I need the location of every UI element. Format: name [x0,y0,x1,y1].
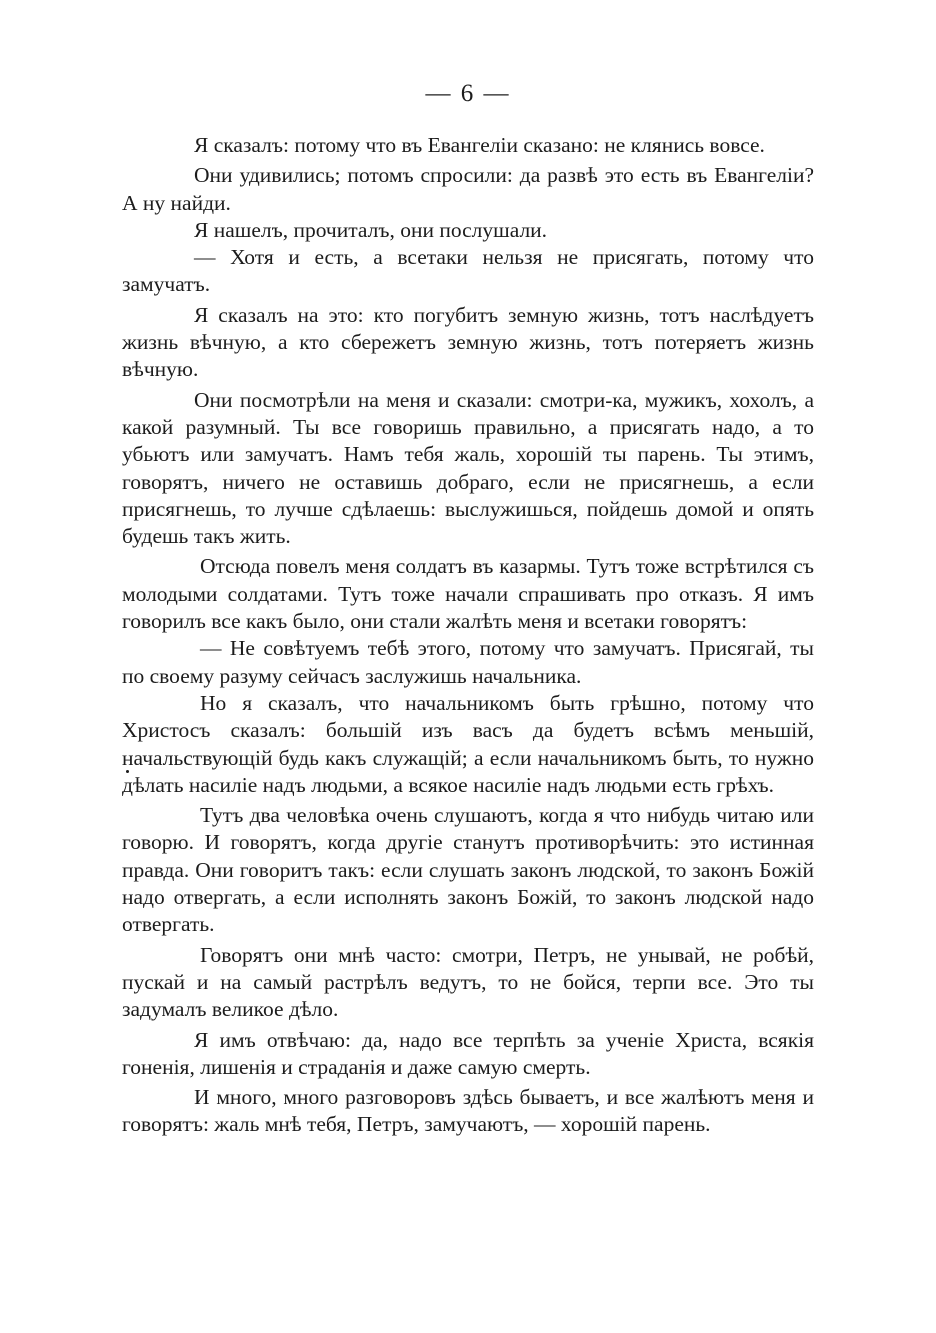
paragraph: Говорятъ они мнѣ часто: смотри, Петръ, не унывай, не робѣй, пускай и на самый растрѣлъ ведутъ, то не бойся, терпи все. Это ты задумалъ великое дѣло. [122,942,814,1022]
paragraph: — Не совѣтуемъ тебѣ этого, потому что замучатъ. Присягай, ты по своему разуму сейчасъ заслужишь начальника. [122,636,814,688]
paragraph: Они удивились; потомъ спросили: да развѣ это есть въ Евангеліи? А ну найди. [122,163,814,215]
paragraph: Тутъ два человѣка очень слушаютъ, когда я что нибудь читаю или говорю. И говорятъ, когда другіе станутъ противорѣчить: это истинная правда. Они говоритъ такъ: если слушать законъ людской, то законъ Божій надо отвергать, а если исполнять законъ Божій, то законъ людской надо отвергать. [122,803,814,937]
paragraph: Они посмотрѣли на меня и сказали: смотри-ка, мужикъ, хохолъ, а какой разумный. Ты все говоришь правильно, а присягать надо, а то убьютъ или замучатъ. Намъ тебя жаль, хорошій ты парень. Ты этимъ, говорятъ, ничего не оставишь добраго, если не присягнешь, а если присягнешь, то лучше сдѣлаешь: выслужишься, пойдешь домой и опять будешь такъ жить. [122,387,814,549]
paragraph: Я нашелъ, прочиталъ, они послушали. [194,217,548,242]
paragraph: Я сказалъ: потому что въ Евангеліи сказано: не клянись вовсе. [194,133,765,157]
paragraph: — Хотя и есть, а всетаки нельзя не присягать, потому что замучатъ. [122,245,814,297]
paragraph: Я имъ отвѣчаю: да, надо все терпѣть за ученіе Христа, всякія гоненія, лишенія и страданія и даже самую смерть. [122,1027,814,1079]
page-number: — 6 — [425,80,511,107]
paragraph: Но я сказалъ, что начальникомъ быть грѣшно, потому что Христосъ сказалъ: большій изъ васъ да будетъ всѣмъ меньшій, начальствующій будь какъ служащій; а если начальникомъ быть, то нужно дѣлать насиліе надъ людьми, а всякое насиліе надъ людьми есть грѣхъ. [122,690,814,797]
paragraph: Отсюда повелъ меня солдатъ въ казармы. Тутъ тоже встрѣтился съ молодыми солдатами. Тутъ тоже начали спрашивать про отказъ. Я имъ говорилъ все какъ было, они стали жалѣть меня и всетаки говорятъ: [122,554,814,634]
paragraph: И много, много разговоровъ здѣсь бываетъ, и все жалѣютъ меня и говорятъ: жаль мнѣ тебя, Петръ, замучаютъ, — хорошій парень. [122,1085,814,1137]
body-text [122,132,814,1139]
paragraph: Я сказалъ на это: кто погубитъ земную жизнь, тотъ наслѣдуетъ жизнь вѣчную, а кто сбережетъ земную жизнь, тотъ потеряетъ жизнь вѣчную. [122,302,814,382]
